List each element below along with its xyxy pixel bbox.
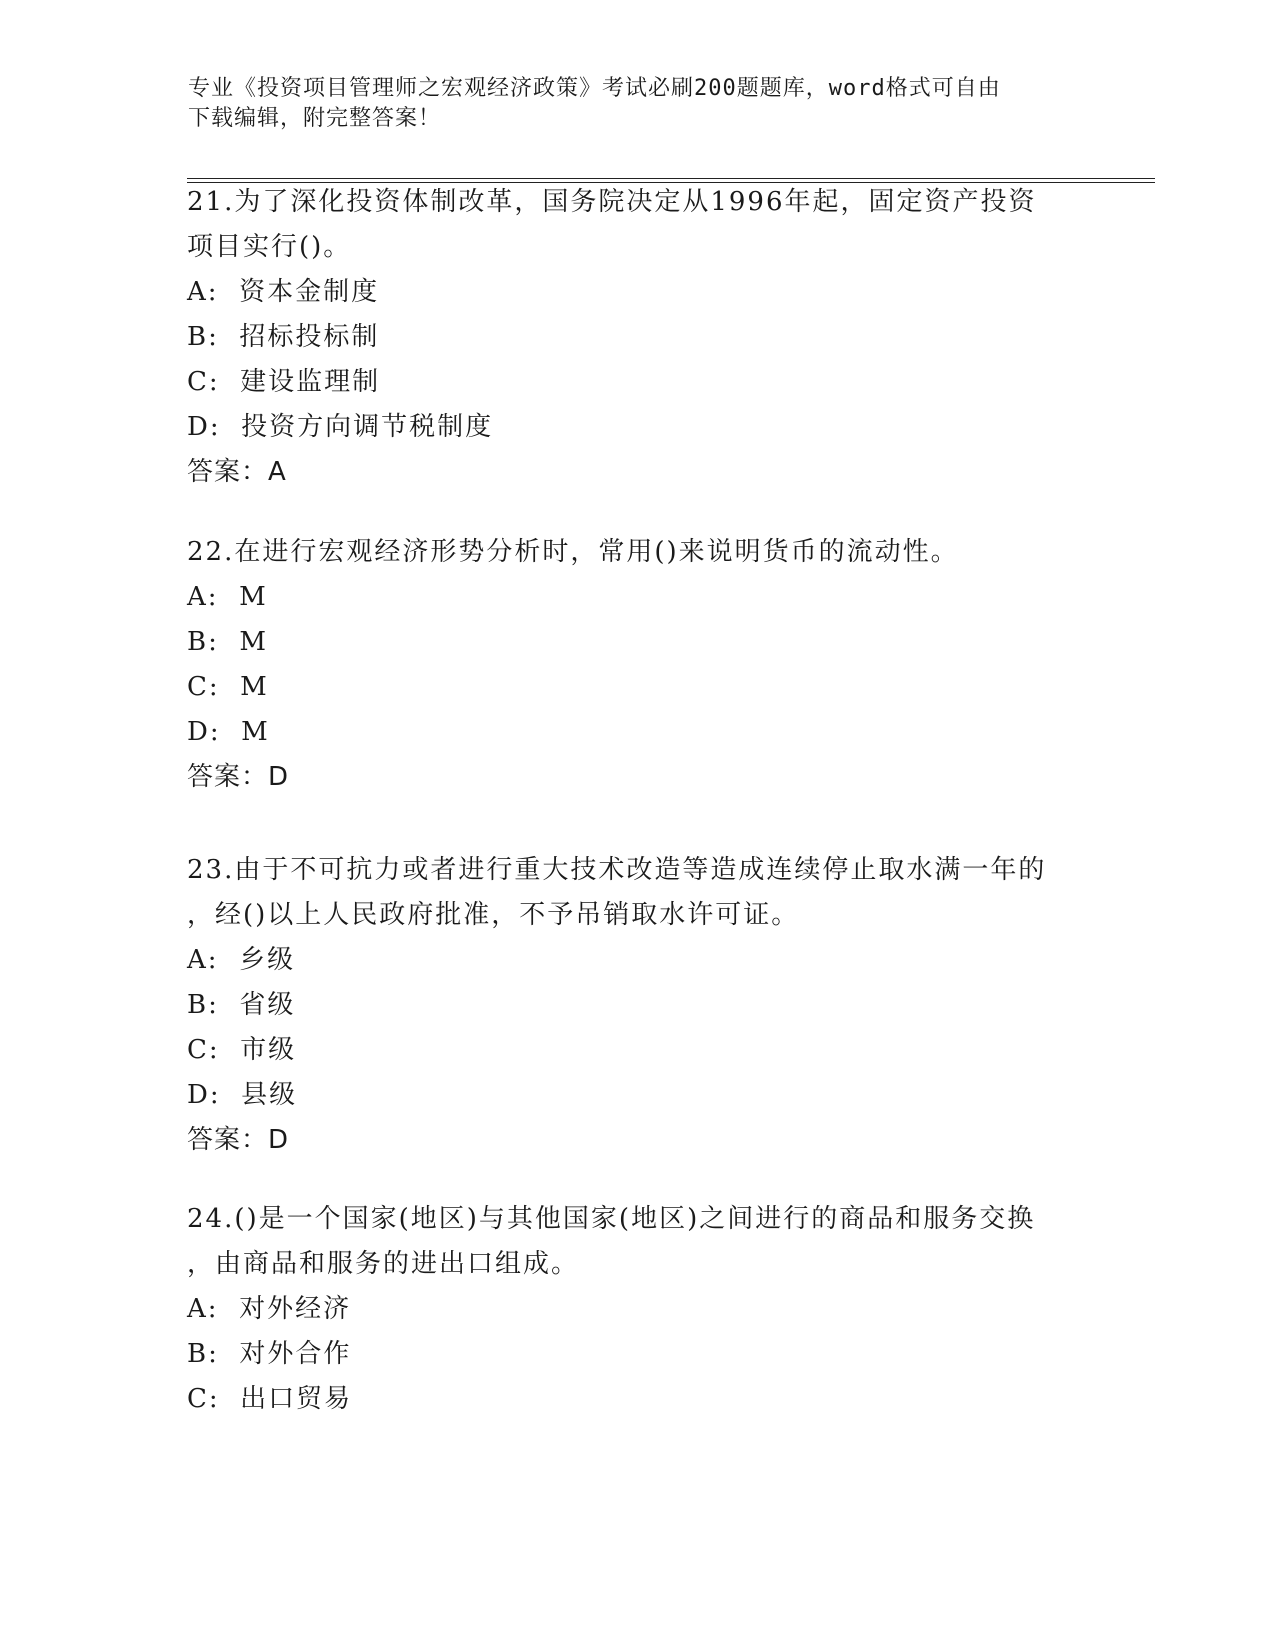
header-title-line-2: 下载编辑，附完整答案！ xyxy=(188,106,442,131)
question-stem-line-1: 21.为了深化投资体制改革，国务院决定从1996年起，固定资产投资 xyxy=(187,187,1037,217)
question-stem-line-2: ，经()以上人民政府批准，不予吊销取水许可证。 xyxy=(187,900,800,930)
question-23 xyxy=(187,848,1087,1163)
question-stem-line-1: 23.由于不可抗力或者进行重大技术改造等造成连续停止取水满一年的 xyxy=(187,855,1047,885)
document-header xyxy=(188,74,1088,134)
option-b: B: 对外合作 xyxy=(187,1339,352,1369)
option-d: D: M xyxy=(187,717,270,747)
answer-line: 答案：A xyxy=(187,457,287,487)
question-stem-line-1: 24.()是一个国家(地区)与其他国家(地区)之间进行的商品和服务交换 xyxy=(187,1204,1036,1234)
option-c: C: 建设监理制 xyxy=(187,367,381,397)
question-stem-line-2: 项目实行()。 xyxy=(187,232,352,262)
option-b: B: 省级 xyxy=(187,990,296,1020)
option-a: A: 乡级 xyxy=(187,945,296,975)
option-c: C: 市级 xyxy=(187,1035,297,1065)
answer-line: 答案：D xyxy=(187,1125,290,1155)
question-21 xyxy=(187,180,1087,495)
option-d: D: 县级 xyxy=(187,1080,298,1110)
answer-line: 答案：D xyxy=(187,762,290,792)
header-title-line-1: 专业《投资项目管理师之宏观经济政策》考试必刷200题题库，word格式可自由 xyxy=(188,76,1001,101)
option-a: A: M xyxy=(187,582,268,612)
option-b: B: M xyxy=(187,627,269,657)
option-d: D: 投资方向调节税制度 xyxy=(187,412,494,442)
question-stem-line-1: 22.在进行宏观经济形势分析时，常用()来说明货币的流动性。 xyxy=(187,537,959,567)
question-22 xyxy=(187,530,1087,800)
option-a: A: 对外经济 xyxy=(187,1294,352,1324)
question-stem-line-2: ，由商品和服务的进出口组成。 xyxy=(187,1249,580,1279)
question-24 xyxy=(187,1197,1087,1422)
option-a: A: 资本金制度 xyxy=(187,277,380,307)
option-c: C: 出口贸易 xyxy=(187,1384,353,1414)
option-b: B: 招标投标制 xyxy=(187,322,380,352)
option-c: C: M xyxy=(187,672,269,702)
